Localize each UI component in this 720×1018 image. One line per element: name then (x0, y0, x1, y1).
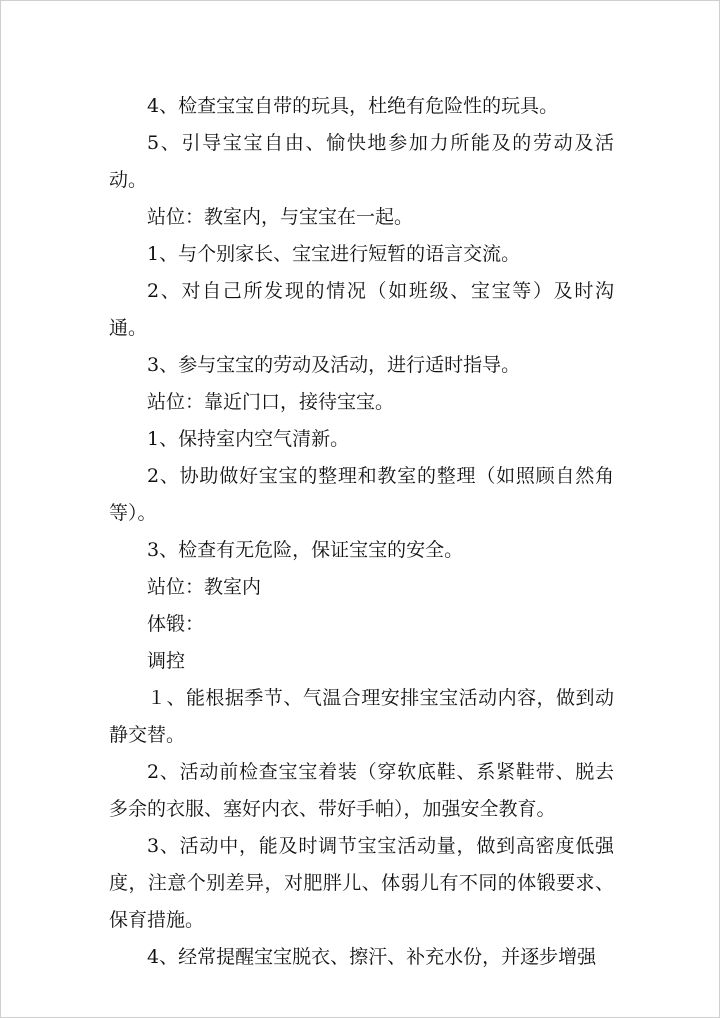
paragraph-8: 1、保持室内空气清新。 (147, 428, 350, 450)
paragraph-13: 调控 (147, 650, 186, 672)
paragraph-11: 站位：教室内 (147, 576, 262, 598)
paragraph-1: 4、检查宝宝自带的玩具，杜绝有危险性的玩具。 (147, 95, 559, 117)
paragraph-15: 2、活动前检查宝宝着装（穿软底鞋、系紧鞋带、脱去多余的衣服、塞好内衣、带好手帕），加强安全教育。 (109, 761, 614, 820)
paragraph-10: 3、检查有无危险，保证宝宝的安全。 (147, 539, 464, 561)
paragraph-2: 5、引导宝宝自由、愉快地参加力所能及的劳动及活动。 (109, 132, 614, 191)
paragraph-7: 站位：靠近门口，接待宝宝。 (147, 391, 395, 413)
paragraph-17: 4、经常提醒宝宝脱衣、擦汗、补充水份，并逐步增强 (147, 946, 597, 968)
paragraph-9: 2、协助做好宝宝的整理和教室的整理（如照顾自然角等）。 (109, 465, 614, 524)
paragraph-14: １、能根据季节、气温合理安排宝宝活动内容，做到动静交替。 (109, 687, 614, 746)
paragraph-5: 2、对自己所发现的情况（如班级、宝宝等）及时沟通。 (109, 280, 614, 339)
paragraph-12: 体锻： (147, 613, 205, 635)
document-body (109, 88, 614, 976)
paragraph-16: 3、活动中，能及时调节宝宝活动量，做到高密度低强度，注意个别差异，对肥胖儿、体弱儿有不同的体锻要求、保育措施。 (109, 835, 614, 931)
paragraph-3: 站位：教室内，与宝宝在一起。 (147, 206, 414, 228)
paragraph-6: 3、参与宝宝的劳动及活动，进行适时指导。 (147, 354, 521, 376)
paragraph-4: 1、与个别家长、宝宝进行短暂的语言交流。 (147, 243, 521, 265)
